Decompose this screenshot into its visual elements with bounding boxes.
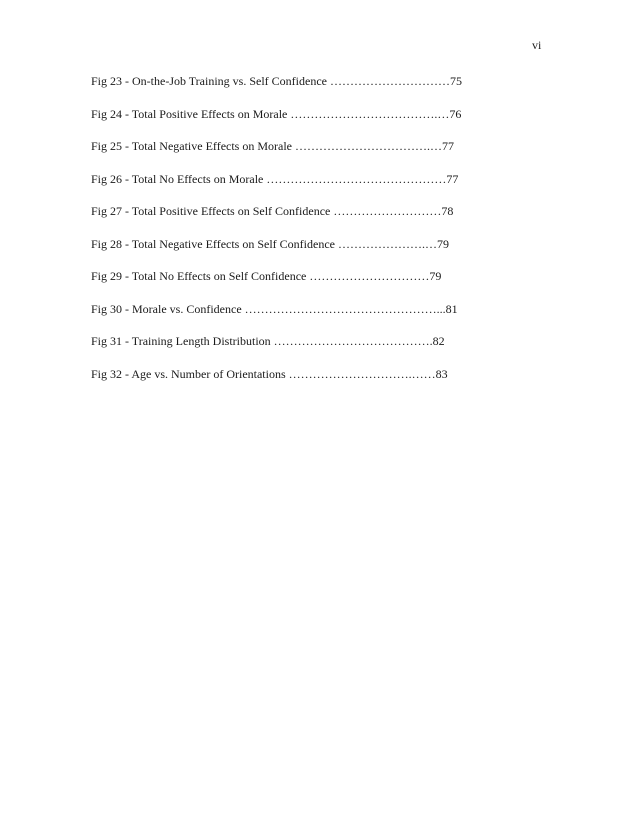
figure-entry-31: Fig 31 - Training Length Distribution ………………………………….82 <box>91 334 445 348</box>
figure-entry-26: Fig 26 - Total No Effects on Morale ………………………………………77 <box>91 171 459 186</box>
figure-entry-29: Fig 29 - Total No Effects on Self Confidence …………………………79 <box>91 269 442 283</box>
figure-entry-30: Fig 30 - Morale vs. Confidence …………………………………………...81 <box>91 301 458 316</box>
figure-entry-32: Fig 32 - Age vs. Number of Orientations ………………………….……83 <box>91 366 448 381</box>
figure-entry-27: Fig 27 - Total Positive Effects on Self Confidence ………………………78 <box>91 204 454 218</box>
page-number: vi <box>532 38 542 52</box>
figure-entry-28: Fig 28 - Total Negative Effects on Self Confidence ………………….…79 <box>91 236 449 251</box>
figure-entry-23: Fig 23 - On-the-Job Training vs. Self Confidence …………………………75 <box>91 74 462 88</box>
figure-entry-25: Fig 25 - Total Negative Effects on Morale …………………………….…77 <box>91 139 454 153</box>
list-of-figures <box>91 74 462 399</box>
figure-entry-24: Fig 24 - Total Positive Effects on Morale ……………………………….…76 <box>91 106 462 121</box>
